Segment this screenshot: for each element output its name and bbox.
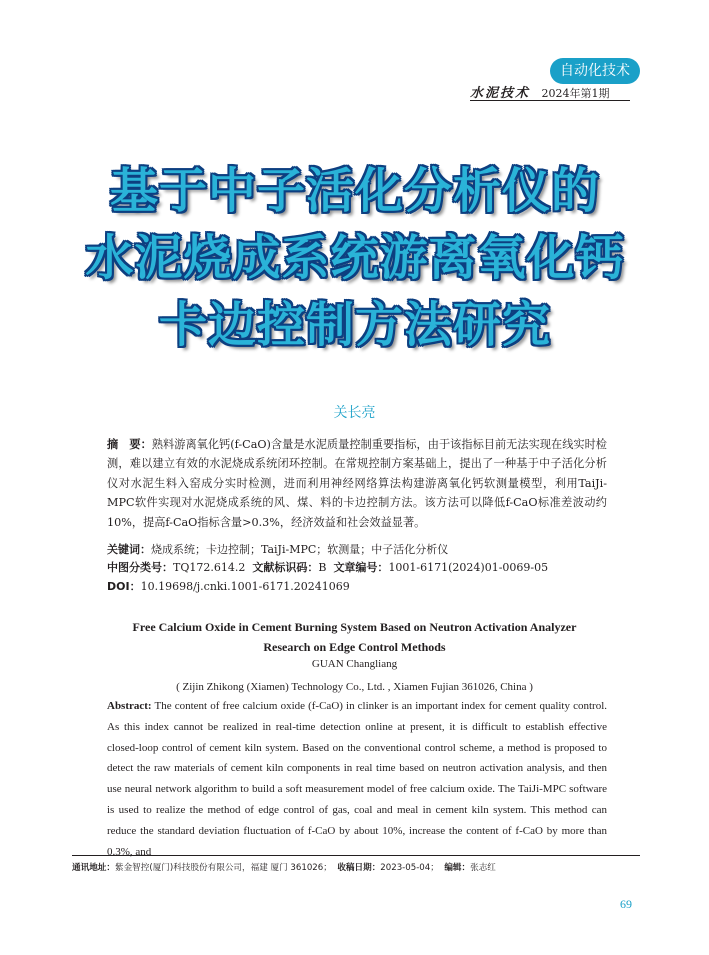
author-en: GUAN Changliang <box>311 658 398 670</box>
doc-code-label: 文献标识码： <box>252 561 319 574</box>
header-divider <box>470 100 630 101</box>
address-value: 紫金智控(厦门)科技股份有限公司，福建 厦门 361026； <box>114 863 332 873</box>
page-number: 69 <box>620 897 632 911</box>
abstract-cn-label: 摘 要： <box>107 438 152 451</box>
article-number-label: 文章编号： <box>333 561 389 574</box>
article-title-en <box>0 617 709 657</box>
received-label: 收稿日期： <box>337 863 381 873</box>
clc-label: 中图分类号： <box>107 561 173 574</box>
abstract-cn <box>107 435 607 532</box>
abstract-en-label: Abstract: <box>107 700 152 712</box>
title-en-line-2: Research on Edge Control Methods <box>263 640 446 654</box>
affiliation-en: ( Zijin Zhikong (Xiamen) Technology Co., Ltd. , Xiamen Fujian 361026, China ) <box>176 681 533 693</box>
journal-header <box>470 82 640 101</box>
editor-label: 编辑： <box>444 863 471 873</box>
title-line-1: 基于中子活化分析仪的 <box>109 163 600 219</box>
doi-label: DOI： <box>107 580 141 593</box>
section-badge: 自动化技术 <box>550 58 640 84</box>
doi <box>107 578 607 596</box>
keywords-label: 关键词： <box>107 543 151 556</box>
journal-issue: 2024年第1期 <box>541 87 610 100</box>
journal-name: 水泥技术 <box>470 86 531 101</box>
address-label: 通讯地址： <box>72 863 115 873</box>
doi-value: 10.19698/j.cnki.1001-6171.20241069 <box>140 580 350 593</box>
article-number-value: 1001-6171(2024)01-0069-05 <box>388 561 549 574</box>
editor-value: 张志红 <box>470 863 496 873</box>
abstract-en <box>107 696 607 862</box>
received-value: 2023-05-04； <box>380 863 439 873</box>
author-cn: 关长亮 <box>333 405 376 421</box>
doc-code-value: B <box>318 561 327 574</box>
keywords-text: 烧成系统；卡边控制；TaiJi-MPC；软测量；中子活化分析仪 <box>151 543 449 556</box>
title-line-2: 水泥烧成系统游离氧化钙 <box>85 230 625 286</box>
title-en-line-1: Free Calcium Oxide in Cement Burning System Based on Neutron Activation Analyzer <box>132 620 577 634</box>
title-line-3: 卡边控制方法研究 <box>158 297 551 353</box>
abstract-cn-text: 熟料游离氧化钙(f-CaO)含量是水泥质量控制重要指标，由于该指标目前无法实现在线实时检测，难以建立有效的水泥烧成系统闭环控制。在常规控制方案基础上，提出了一种基于中子活化分析仪对水泥生料入窑成分实时检测，进而利用神经网络算法构建游离氧化钙软测量模型，利用TaiJi-MPC软件实现对水泥烧成系统的风、煤、料的卡边控制方法。该方法可以降低f-CaO标准差波动约10%，提高f-CaO指标含量>0.3%，经济效益和社会效益显著。 <box>107 438 607 529</box>
footer-divider <box>72 855 640 856</box>
clc-value: TQ172.614.2 <box>173 561 246 574</box>
keywords <box>107 541 607 559</box>
abstract-en-text: The content of free calcium oxide (f-CaO) in clinker is an important index for cement quality control. As this index cannot be realized in real-time detection online at present, it is difficult to establish effective closed-loop control of cement kiln system. Based on the conventional control scheme, a method is proposed to detect the raw materials of cement kiln components in real time based on neutron activation analysis, and then use neural network algorithm to build a soft measurement model of free calcium oxide. The TaiJi-MPC software is used to realize the method of edge control of gas, coal and meal in cement kiln system. This method can reduce the standard deviation fluctuation of f-CaO by about 10%, increase the content of f-CaO by more than 0.3%, and <box>107 700 607 858</box>
classification <box>107 559 607 577</box>
article-title-cn <box>60 158 650 359</box>
footnote <box>72 861 652 873</box>
